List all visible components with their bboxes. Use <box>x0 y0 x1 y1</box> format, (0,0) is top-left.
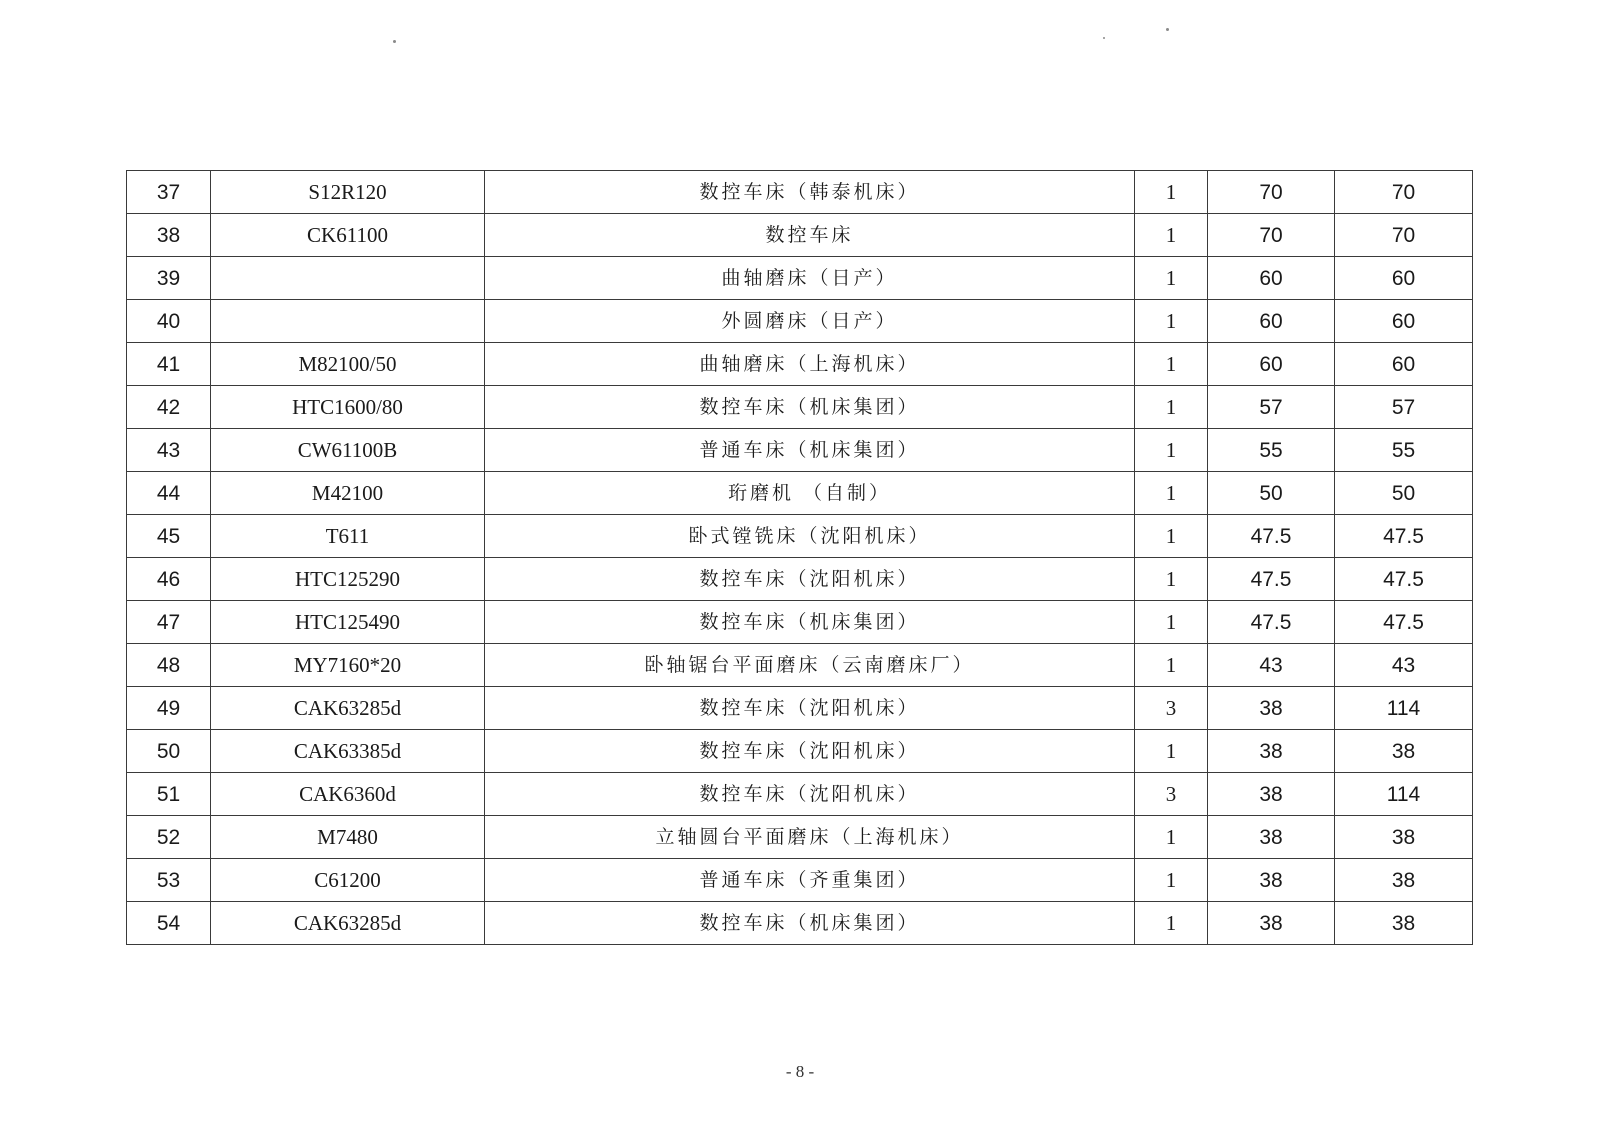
cell-quantity: 1 <box>1135 859 1208 902</box>
table-row <box>127 601 1473 644</box>
cell-quantity: 1 <box>1135 601 1208 644</box>
cell-equipment-name: 外圆磨床（日产） <box>485 300 1135 343</box>
cell-unit-price: 60 <box>1208 257 1335 300</box>
cell-equipment-name: 普通车床（齐重集团） <box>485 859 1135 902</box>
scan-speck <box>393 40 396 43</box>
cell-quantity: 1 <box>1135 558 1208 601</box>
cell-equipment-name: 立轴圆台平面磨床（上海机床） <box>485 816 1135 859</box>
cell-model: MY7160*20 <box>211 644 485 687</box>
cell-unit-price: 38 <box>1208 687 1335 730</box>
cell-unit-price: 47.5 <box>1208 558 1335 601</box>
cell-quantity: 1 <box>1135 257 1208 300</box>
cell-number: 54 <box>127 902 211 945</box>
cell-model <box>211 300 485 343</box>
table-row <box>127 300 1473 343</box>
cell-quantity: 1 <box>1135 214 1208 257</box>
cell-number: 39 <box>127 257 211 300</box>
table-row <box>127 343 1473 386</box>
cell-quantity: 1 <box>1135 902 1208 945</box>
cell-quantity: 3 <box>1135 687 1208 730</box>
table-row <box>127 902 1473 945</box>
cell-unit-price: 70 <box>1208 214 1335 257</box>
table-row <box>127 687 1473 730</box>
cell-unit-price: 38 <box>1208 730 1335 773</box>
cell-quantity: 1 <box>1135 343 1208 386</box>
cell-number: 47 <box>127 601 211 644</box>
cell-quantity: 1 <box>1135 472 1208 515</box>
table-row <box>127 773 1473 816</box>
cell-quantity: 1 <box>1135 171 1208 214</box>
table-row <box>127 171 1473 214</box>
cell-model: CK61100 <box>211 214 485 257</box>
table-row <box>127 730 1473 773</box>
cell-unit-price: 60 <box>1208 343 1335 386</box>
cell-unit-price: 55 <box>1208 429 1335 472</box>
cell-number: 43 <box>127 429 211 472</box>
cell-number: 42 <box>127 386 211 429</box>
cell-total: 57 <box>1335 386 1473 429</box>
cell-unit-price: 43 <box>1208 644 1335 687</box>
scan-speck <box>1103 37 1105 39</box>
cell-equipment-name: 卧式镗铣床（沈阳机床） <box>485 515 1135 558</box>
table-row <box>127 472 1473 515</box>
cell-number: 37 <box>127 171 211 214</box>
cell-unit-price: 38 <box>1208 816 1335 859</box>
cell-model: HTC125290 <box>211 558 485 601</box>
cell-model: CAK63285d <box>211 687 485 730</box>
cell-model: C61200 <box>211 859 485 902</box>
table-row <box>127 515 1473 558</box>
cell-total: 47.5 <box>1335 515 1473 558</box>
cell-quantity: 1 <box>1135 644 1208 687</box>
cell-equipment-name: 数控车床（机床集团） <box>485 902 1135 945</box>
table-row <box>127 859 1473 902</box>
cell-total: 38 <box>1335 859 1473 902</box>
cell-total: 38 <box>1335 730 1473 773</box>
equipment-table-body <box>127 171 1473 945</box>
cell-number: 52 <box>127 816 211 859</box>
cell-total: 47.5 <box>1335 558 1473 601</box>
cell-unit-price: 70 <box>1208 171 1335 214</box>
cell-unit-price: 38 <box>1208 859 1335 902</box>
cell-number: 49 <box>127 687 211 730</box>
cell-equipment-name: 数控车床（机床集团） <box>485 386 1135 429</box>
cell-number: 50 <box>127 730 211 773</box>
cell-unit-price: 38 <box>1208 902 1335 945</box>
cell-unit-price: 47.5 <box>1208 601 1335 644</box>
cell-model: CAK6360d <box>211 773 485 816</box>
cell-equipment-name: 珩磨机 （自制） <box>485 472 1135 515</box>
cell-number: 53 <box>127 859 211 902</box>
cell-equipment-name: 曲轴磨床（上海机床） <box>485 343 1135 386</box>
cell-total: 38 <box>1335 902 1473 945</box>
cell-quantity: 1 <box>1135 730 1208 773</box>
table-row <box>127 214 1473 257</box>
cell-total: 50 <box>1335 472 1473 515</box>
cell-equipment-name: 数控车床 <box>485 214 1135 257</box>
cell-number: 44 <box>127 472 211 515</box>
cell-equipment-name: 数控车床（机床集团） <box>485 601 1135 644</box>
cell-quantity: 1 <box>1135 300 1208 343</box>
equipment-table <box>126 170 1473 945</box>
cell-unit-price: 60 <box>1208 300 1335 343</box>
cell-number: 38 <box>127 214 211 257</box>
cell-model: S12R120 <box>211 171 485 214</box>
table-row <box>127 386 1473 429</box>
table-row <box>127 816 1473 859</box>
scan-speck <box>1166 28 1169 31</box>
cell-model: HTC125490 <box>211 601 485 644</box>
cell-model: M7480 <box>211 816 485 859</box>
cell-number: 51 <box>127 773 211 816</box>
cell-model: HTC1600/80 <box>211 386 485 429</box>
cell-total: 47.5 <box>1335 601 1473 644</box>
cell-equipment-name: 数控车床（沈阳机床） <box>485 687 1135 730</box>
cell-quantity: 1 <box>1135 816 1208 859</box>
cell-total: 38 <box>1335 816 1473 859</box>
cell-number: 46 <box>127 558 211 601</box>
cell-total: 55 <box>1335 429 1473 472</box>
cell-total: 60 <box>1335 257 1473 300</box>
table-row <box>127 429 1473 472</box>
page-number: - 8 - <box>785 1062 815 1081</box>
cell-total: 70 <box>1335 214 1473 257</box>
cell-number: 40 <box>127 300 211 343</box>
cell-total: 60 <box>1335 343 1473 386</box>
cell-model: M42100 <box>211 472 485 515</box>
cell-total: 60 <box>1335 300 1473 343</box>
cell-equipment-name: 数控车床（沈阳机床） <box>485 558 1135 601</box>
cell-equipment-name: 曲轴磨床（日产） <box>485 257 1135 300</box>
table-row <box>127 558 1473 601</box>
cell-unit-price: 47.5 <box>1208 515 1335 558</box>
cell-model: CAK63285d <box>211 902 485 945</box>
cell-number: 41 <box>127 343 211 386</box>
cell-quantity: 1 <box>1135 386 1208 429</box>
table-row <box>127 644 1473 687</box>
cell-equipment-name: 数控车床（韩泰机床） <box>485 171 1135 214</box>
cell-total: 114 <box>1335 773 1473 816</box>
cell-model <box>211 257 485 300</box>
cell-model: CAK63385d <box>211 730 485 773</box>
cell-model: M82100/50 <box>211 343 485 386</box>
cell-total: 114 <box>1335 687 1473 730</box>
cell-quantity: 3 <box>1135 773 1208 816</box>
cell-unit-price: 57 <box>1208 386 1335 429</box>
cell-total: 43 <box>1335 644 1473 687</box>
cell-model: CW61100B <box>211 429 485 472</box>
table-row <box>127 257 1473 300</box>
cell-quantity: 1 <box>1135 515 1208 558</box>
cell-equipment-name: 数控车床（沈阳机床） <box>485 730 1135 773</box>
cell-equipment-name: 数控车床（沈阳机床） <box>485 773 1135 816</box>
cell-unit-price: 38 <box>1208 773 1335 816</box>
cell-quantity: 1 <box>1135 429 1208 472</box>
cell-model: T611 <box>211 515 485 558</box>
cell-total: 70 <box>1335 171 1473 214</box>
cell-equipment-name: 普通车床（机床集团） <box>485 429 1135 472</box>
cell-unit-price: 50 <box>1208 472 1335 515</box>
cell-equipment-name: 卧轴锯台平面磨床（云南磨床厂） <box>485 644 1135 687</box>
cell-number: 45 <box>127 515 211 558</box>
cell-number: 48 <box>127 644 211 687</box>
